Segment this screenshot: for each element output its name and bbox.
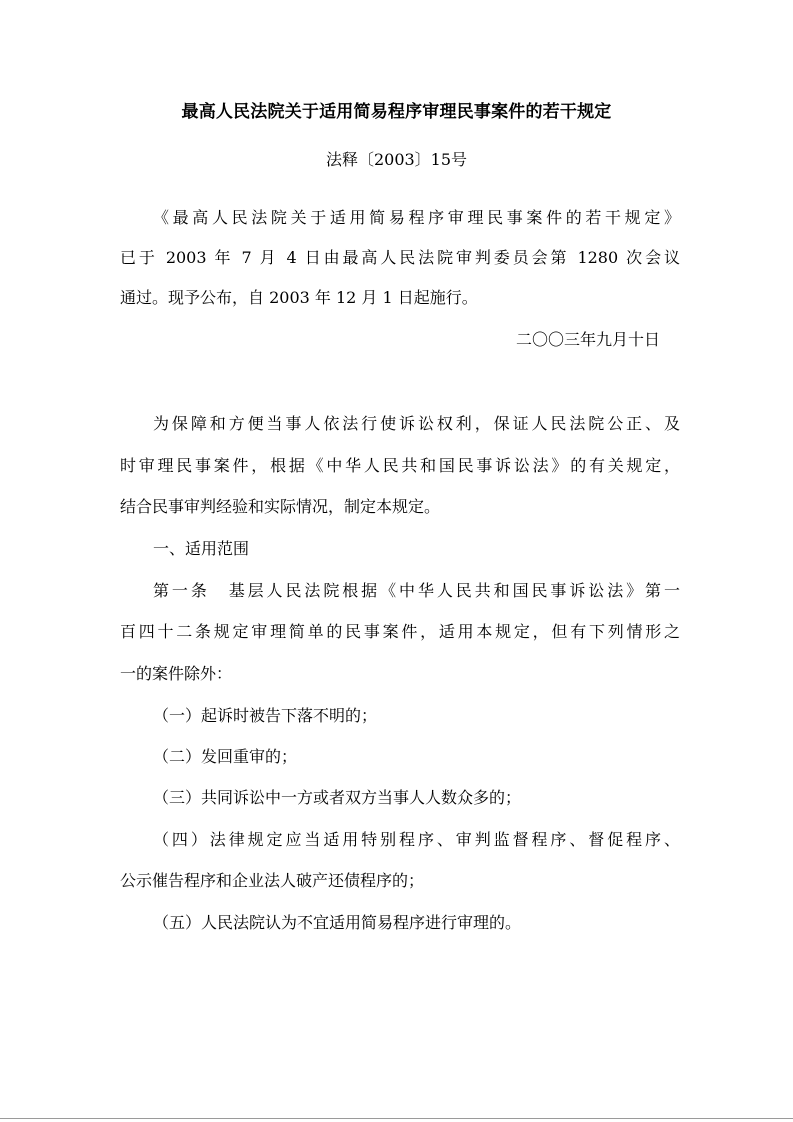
preamble-line-2: 时审理民事案件，根据《中华人民共和国民事诉讼法》的有关规定，	[120, 456, 680, 475]
item-3: （三）共同诉讼中一方或者双方当事人人数众多的；	[153, 788, 522, 807]
section-heading: 一、适用范围	[153, 539, 250, 558]
article-1-line-3: 一的案件除外：	[120, 664, 233, 683]
announcement-line-1: 《最高人民法院关于适用简易程序审理民事案件的若干规定》	[153, 208, 680, 227]
item-1: （一）起诉时被告下落不明的；	[153, 706, 378, 725]
article-1-line-1: 第一条 基层人民法院根据《中华人民共和国民事诉讼法》第一	[153, 581, 680, 600]
item-5: （五）人民法院认为不宜适用简易程序进行审理的。	[153, 913, 522, 932]
announcement-line-3: 通过。现予公布，自 2003 年 12 月 1 日起施行。	[120, 288, 478, 307]
document-title: 最高人民法院关于适用简易程序审理民事案件的若干规定	[181, 102, 612, 122]
item-4-line-2: 公示催告程序和企业法人破产还债程序的；	[120, 871, 425, 890]
preamble-line-1: 为保障和方便当事人依法行使诉讼权利，保证人民法院公正、及	[153, 414, 680, 433]
announcement-line-2: 已于 2003 年 7 月 4 日由最高人民法院审判委员会第 1280 次会议	[120, 248, 680, 267]
page-bottom-edge	[0, 1118, 793, 1119]
document-number: 法释〔2003〕15号	[325, 150, 468, 169]
preamble-line-3: 结合民事审判经验和实际情况，制定本规定。	[120, 497, 441, 516]
item-2: （二）发回重审的；	[153, 747, 298, 766]
article-1-line-2: 百四十二条规定审理简单的民事案件，适用本规定，但有下列情形之	[120, 622, 680, 641]
document-date: 二〇〇三年九月十日	[515, 330, 660, 349]
item-4-line-1: （四）法律规定应当适用特别程序、审判监督程序、督促程序、	[153, 830, 680, 849]
